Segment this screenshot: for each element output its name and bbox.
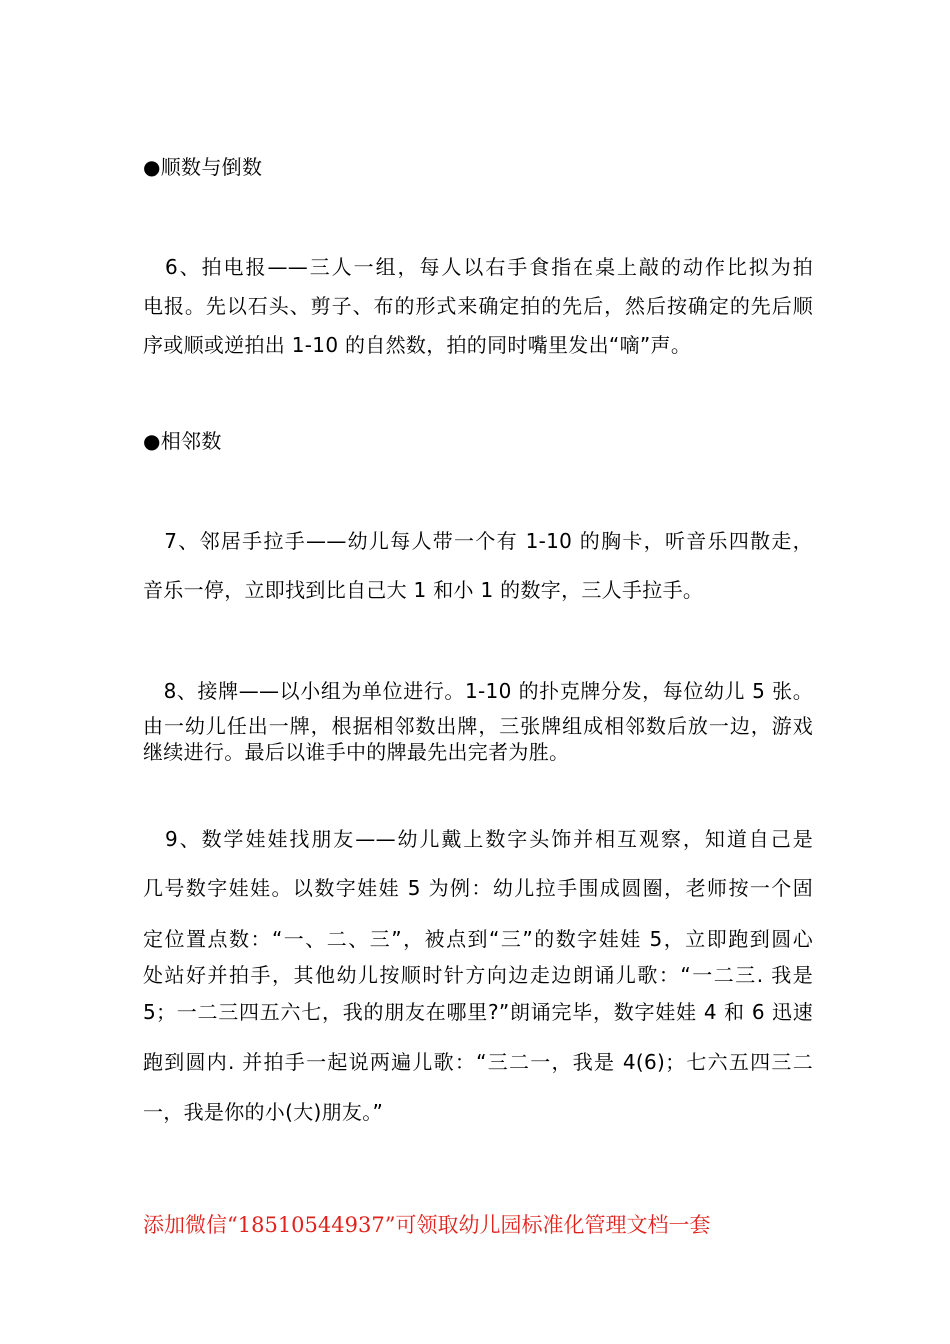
footer-promo-text: 添加微信“18510544937”可领取幼儿园标准化管理文档一套 — [143, 1213, 711, 1237]
paragraph-line: 定位置点数：“一、二、三”，被点到“三”的数字娃娃 5，立即跑到圆心 — [143, 927, 813, 951]
paragraph-line: 音乐一停，立即找到比自己大 1 和小 1 的数字，三人手拉手。 — [143, 578, 704, 602]
paragraph-line: 7、邻居手拉手——幼儿每人带一个有 1-10 的胸卡，听音乐四散走， — [143, 529, 813, 553]
paragraph-line: 6、拍电报——三人一组，每人以右手食指在桌上敲的动作比拟为拍 — [143, 255, 813, 279]
paragraph-line: 几号数字娃娃。以数字娃娃 5 为例：幼儿拉手围成圆圈，老师按一个固 — [143, 876, 813, 900]
paragraph-line: 电报。先以石头、剪子、布的形式来确定拍的先后，然后按确定的先后顺 — [143, 294, 813, 318]
paragraph-line: 由一幼儿任出一牌，根据相邻数出牌，三张牌组成相邻数后放一边，游戏 — [143, 714, 813, 738]
paragraph-line: 9、数学娃娃找朋友——幼儿戴上数字头饰并相互观察，知道自己是 — [143, 827, 813, 851]
paragraph-line: 继续进行。最后以谁手中的牌最先出完者为胜。 — [143, 740, 570, 764]
section-heading-sequence: ●顺数与倒数 — [143, 155, 263, 179]
paragraph-line: 处站好并拍手，其他幼儿按顺时针方向边走边朗诵儿歌：“一二三. 我是 — [143, 963, 813, 987]
paragraph-line: 8、接牌——以小组为单位进行。1-10 的扑克牌分发，每位幼儿 5 张。 — [143, 679, 813, 703]
paragraph-line: 序或顺或逆拍出 1-10 的自然数，拍的同时嘴里发出“嘀”声。 — [143, 333, 692, 357]
paragraph-line: 跑到圆内. 并拍手一起说两遍儿歌：“三二一，我是 4(6)；七六五四三二 — [143, 1050, 813, 1074]
paragraph-line: 5；一二三四五六七，我的朋友在哪里?”朗诵完毕，数字娃娃 4 和 6 迅速 — [143, 1000, 813, 1024]
section-heading-adjacent: ●相邻数 — [143, 429, 222, 453]
paragraph-line: 一，我是你的小(大)朋友。” — [143, 1100, 384, 1124]
